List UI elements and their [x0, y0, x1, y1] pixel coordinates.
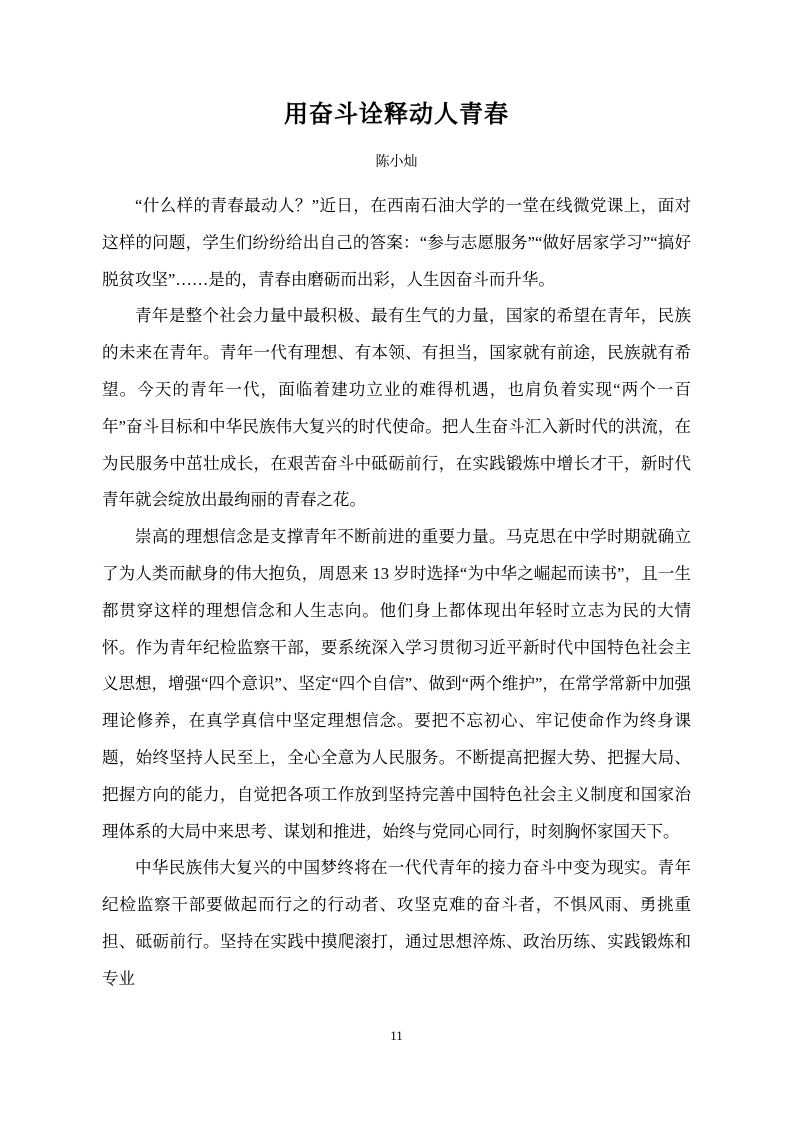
page-number: 11 [390, 1028, 403, 1043]
paragraph-3: 崇高的理想信念是支撑青年不断前进的重要力量。马克思在中学时期就确立了为人类而献身的伟大抱负，周恩来 13 岁时选择“为中华之崛起而读书”，且一生都贯穿这样的理想信念和人生志向。他们身上都体现出年轻时立志为民的大情怀。作为青年纪检监察干部，要系统深入学习贯彻习近平新时代中国特色社会主义思想，增强“四个意识”、坚定“四个自信”、做到“两个维护”，在常学常新中加强理论修养，在真学真信中坚定理想信念。要把不忘初心、牢记使命作为终身课题，始终坚持人民至上，全心全意为人民服务。不断提高把握大势、把握大局、把握方向的能力，自觉把各项工作放到坚持完善中国特色社会主义制度和国家治理体系的大局中来思考、谋划和推进，始终与党同心同行，时刻胸怀家国天下。 [102, 527, 691, 841]
document-author: 陈小灿 [375, 155, 418, 170]
document-title: 用奋斗诠释动人青春 [284, 102, 509, 128]
document-body [102, 188, 691, 998]
paragraph-2: 青年是整个社会力量中最积极、最有生气的力量，国家的希望在青年，民族的未来在青年。青年一代有理想、有本领、有担当，国家就有前途，民族就有希望。今天的青年一代，面临着建功立业的难得机遇，也肩负着实现“两个一百年”奋斗目标和中华民族伟大复兴的时代使命。把人生奋斗汇入新时代的洪流，在为民服务中茁壮成长，在艰苦奋斗中砥砺前行，在实践锻炼中增长才干，新时代青年就会绽放出最绚丽的青春之花。 [102, 306, 691, 510]
paragraph-4: 中华民族伟大复兴的中国梦终将在一代代青年的接力奋斗中变为现实。青年纪检监察干部要做起而行之的行动者、攻坚克难的奋斗者，不惧风雨、勇挑重担、砥砺前行。坚持在实践中摸爬滚打，通过思想淬炼、政治历练、实践锻炼和专业 [102, 858, 691, 988]
paragraph-1: “什么样的青春最动人？”近日，在西南石油大学的一堂在线微党课上，面对这样的问题，学生们纷纷给出自己的答案：“参与志愿服务”“做好居家学习”“搞好脱贫攻坚”……是的，青春由磨砺而出彩，人生因奋斗而升华。 [102, 196, 691, 289]
